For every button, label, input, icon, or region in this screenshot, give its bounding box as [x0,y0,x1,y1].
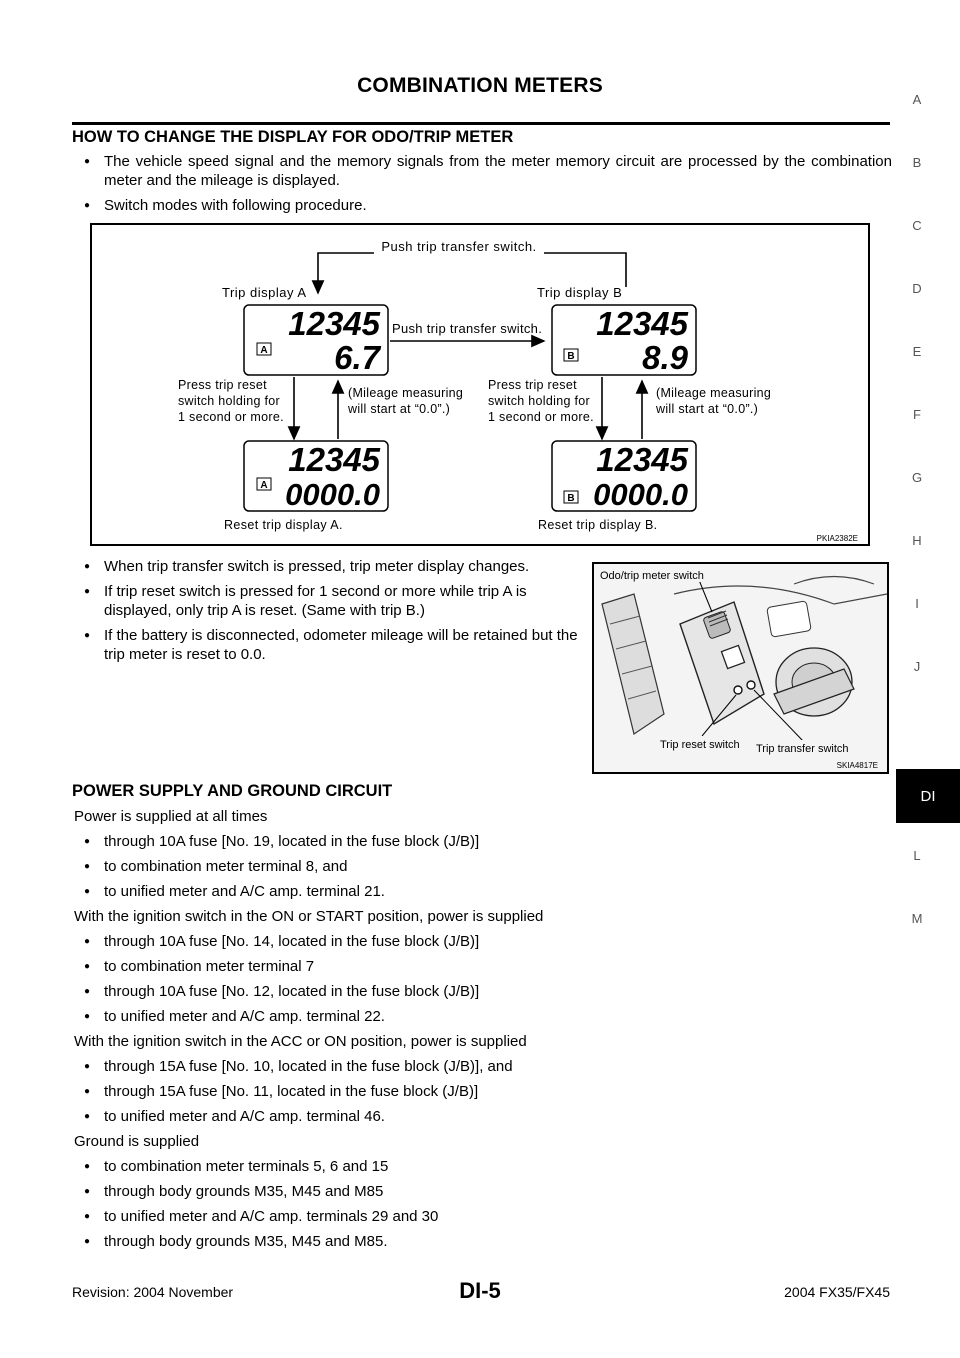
badge-a: A [260,480,268,491]
list-item: ● If the battery is disconnected, odometer mileage will be retained but the trip meter is reset to 0.0. [72,626,584,664]
list-power-acc-on [72,1057,892,1126]
section-heading-odo-trip: HOW TO CHANGE THE DISPLAY FOR ODO/TRIP METER [72,128,514,146]
section-heading-power-ground: POWER SUPPLY AND GROUND CIRCUIT [72,782,393,800]
lcd-reset-a-value: 0000.0 [285,477,380,512]
label-trip-b: Trip display B [537,285,623,300]
label-mileage-note-b: (Mileage measuring will start at “0.0”.) [656,386,772,416]
lcd-trip-b [552,305,696,376]
list-item: ● through 15A fuse [No. 10, located in the fuse block (J/B)], and [72,1057,892,1076]
bullet-list-top [72,152,892,215]
list-item: ● to combination meter terminal 8, and [72,857,892,876]
list-item: ● through body grounds M35, M45 and M85. [72,1232,892,1251]
footer-page-number: DI-5 [459,1278,501,1303]
lcd-reset-b [552,441,696,512]
lcd-trip-b-value: 8.9 [642,339,688,376]
footer-model: 2004 FX35/FX45 [784,1284,890,1300]
footer-revision: Revision: 2004 November [72,1284,234,1300]
label-reset-a: Reset trip display A. [224,518,343,532]
lcd-reset-a [244,441,388,512]
label-press-reset-b: Press trip reset switch holding for 1 second or more. [488,378,594,424]
list-item: ● When trip transfer switch is pressed, trip meter display changes. [72,557,584,576]
figure-code: SKIA4817E [836,761,878,770]
list-item: ● Switch modes with following procedure. [72,196,892,215]
side-tab-di-active[interactable]: DI [896,769,960,823]
lcd-trip-a-value: 6.7 [334,339,380,376]
label-push-middle: Push trip transfer switch. [392,321,543,336]
paragraph-power-acc-on: With the ignition switch in the ACC or ON position, power is supplied [74,1033,527,1050]
title-rule [72,122,890,125]
bullet-list-side [72,557,584,664]
section-odo-trip [72,128,892,215]
lcd-odo-value: 12345 [288,305,380,342]
list-item: ● through 15A fuse [No. 11, located in the fuse block (J/B)] [72,1082,892,1101]
list-item: ● to unified meter and A/C amp. terminal 21. [72,882,892,901]
side-tab-d[interactable]: D [912,281,922,296]
paragraph-power-always: Power is supplied at all times [74,808,268,825]
list-item: ● to combination meter terminal 7 [72,957,892,976]
lcd-odo-value: 12345 [596,441,688,478]
side-tab-m[interactable]: M [911,911,923,926]
paragraph-power-on-start: With the ignition switch in the ON or START position, power is supplied [74,908,544,925]
label-reset-b: Reset trip display B. [538,518,658,532]
bullet-list-side-container [72,557,584,664]
switch-location-svg [594,564,887,772]
section-power-ground [72,782,892,1251]
lcd-odo-value: 12345 [596,305,688,342]
list-item: ● If trip reset switch is pressed for 1 second or more while trip A is displayed, only trip A is reset. (Same with trip B.) [72,582,584,620]
list-item: ● to combination meter terminals 5, 6 and 15 [72,1157,892,1176]
list-item: ● The vehicle speed signal and the memory signals from the meter memory circuit are processed by the combination meter and the mileage is displayed. [72,152,892,190]
label-trip-reset-switch: Trip reset switch [660,739,740,751]
side-tab-f[interactable]: F [913,407,921,422]
side-tab-b[interactable]: B [912,155,922,170]
trip-display-svg [92,225,868,544]
list-item: ● through 10A fuse [No. 12, located in the fuse block (J/B)] [72,982,892,1001]
label-press-reset-a: Press trip reset switch holding for 1 second or more. [178,378,284,424]
switch-location-illustration [592,562,889,774]
side-tab-c[interactable]: C [912,218,922,233]
badge-b: B [567,351,575,362]
side-tab-g[interactable]: G [911,470,923,485]
badge-a: A [260,345,268,356]
paragraph-ground: Ground is supplied [74,1133,200,1150]
badge-b: B [567,493,575,504]
side-tab-e[interactable]: E [912,344,922,359]
label-trip-a: Trip display A [222,285,307,300]
lcd-reset-b-value: 0000.0 [593,477,688,512]
label-mileage-note-a: (Mileage measuring will start at “0.0”.) [348,386,464,416]
label-push-top: Push trip transfer switch. [381,239,537,254]
lcd-odo-value: 12345 [288,441,380,478]
figure-code: PKIA2382E [816,534,858,543]
list-item: ● to unified meter and A/C amp. terminal 22. [72,1007,892,1026]
list-item: ● to unified meter and A/C amp. terminals 29 and 30 [72,1207,892,1226]
list-power-on-start [72,932,892,1026]
trip-display-diagram [90,223,870,546]
side-tab-j[interactable]: J [913,659,921,674]
label-trip-transfer-switch: Trip transfer switch [756,743,849,755]
side-tab-l[interactable]: L [913,848,921,863]
list-item: ● through 10A fuse [No. 19, located in the fuse block (J/B)] [72,832,892,851]
list-item: ● to unified meter and A/C amp. terminal 46. [72,1107,892,1126]
lcd-trip-a [244,305,388,376]
side-tab-i[interactable]: I [915,596,919,611]
side-tab-h[interactable]: H [912,533,922,548]
label-odo-trip-switch: Odo/trip meter switch [600,570,704,582]
side-tab-a[interactable]: A [912,92,922,107]
list-power-always [72,832,892,901]
list-item: ● through body grounds M35, M45 and M85 [72,1182,892,1201]
list-item: ● through 10A fuse [No. 14, located in the fuse block (J/B)] [72,932,892,951]
list-ground [72,1157,892,1251]
page-title: COMBINATION METERS [357,74,603,97]
